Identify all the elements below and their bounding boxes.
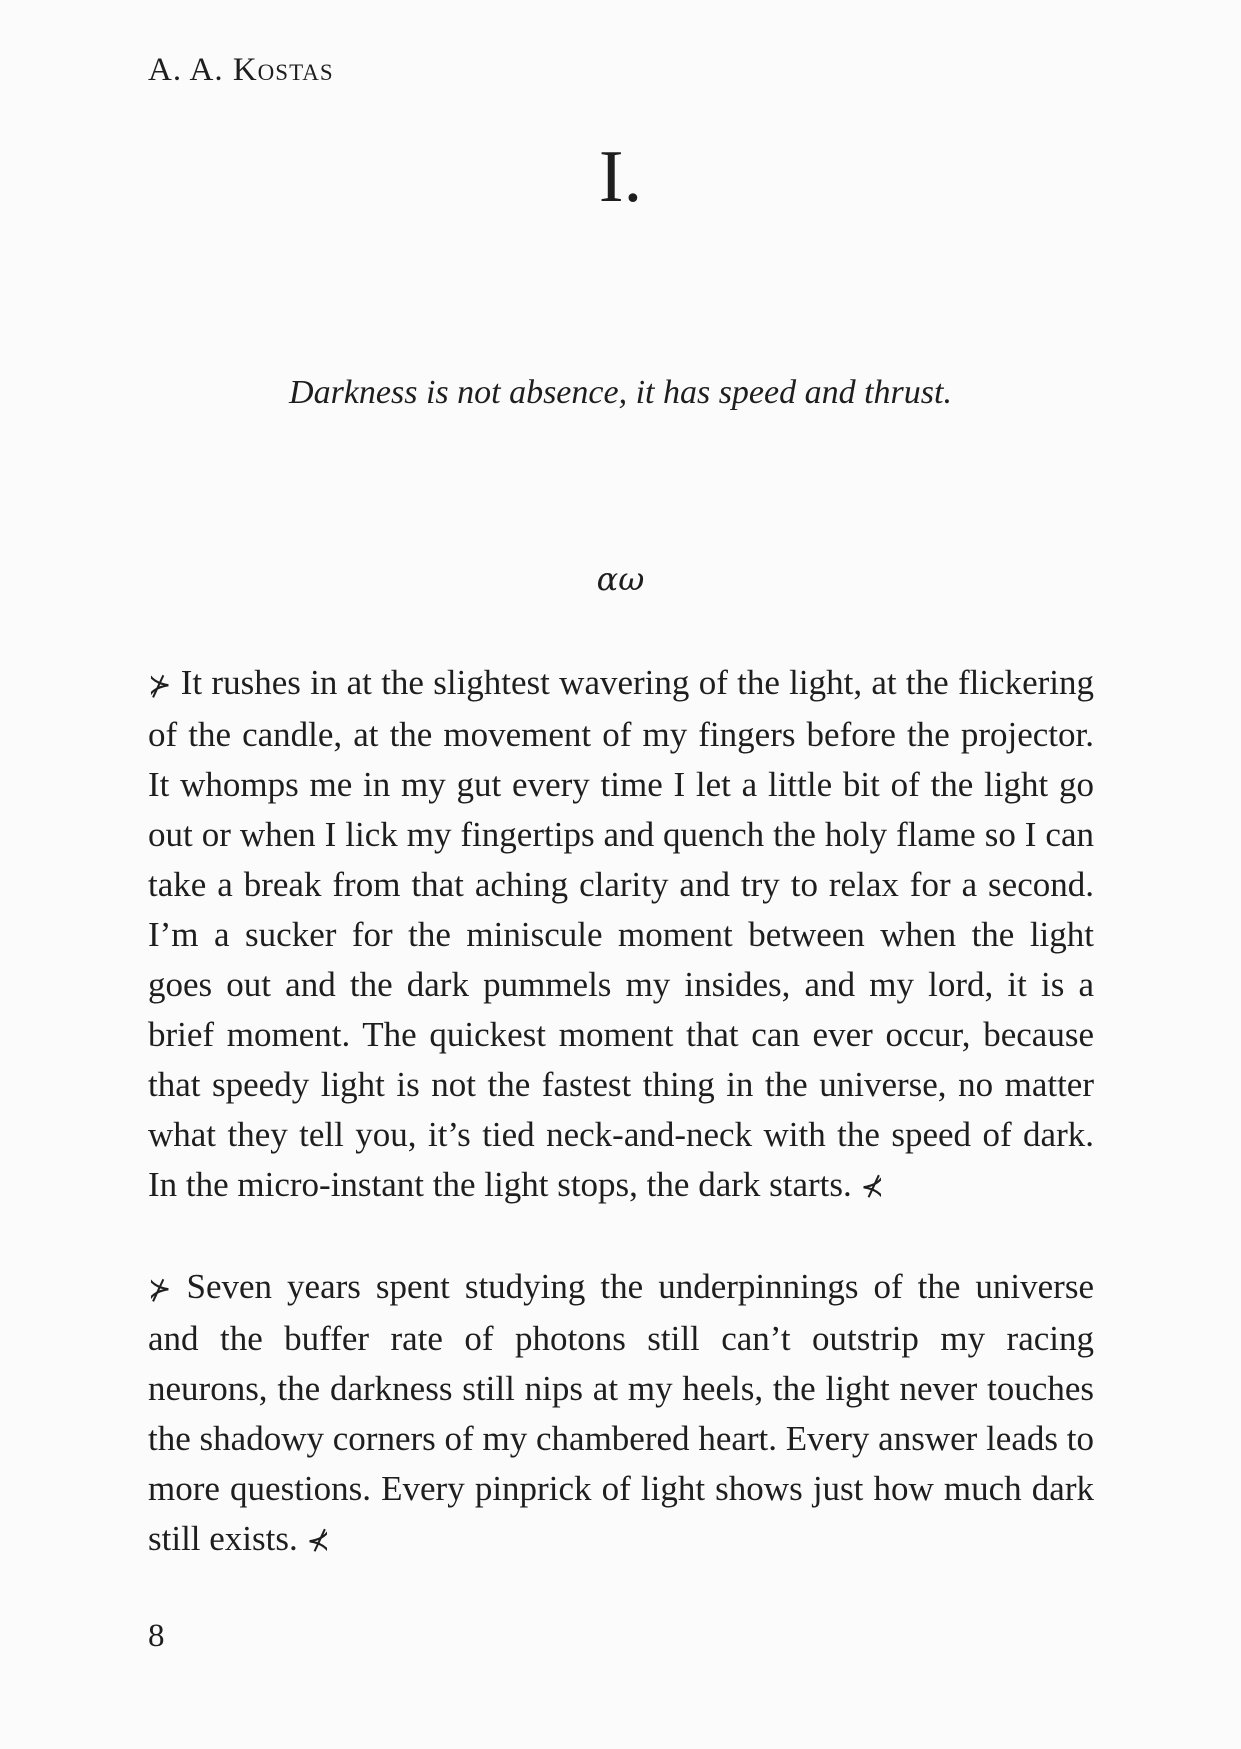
author-name: A. A. Kostas <box>148 52 334 88</box>
page-number: 8 <box>148 1618 165 1654</box>
epigraph: Darkness is not absence, it has speed and thrust. <box>289 374 952 411</box>
paragraph-open-mark: ⊁ <box>148 1272 172 1305</box>
chapter-title: I. <box>598 136 643 218</box>
paragraph-text: It rushes in at the slightest wavering of the light, at the flickering of the candle, at the movement of my fingers before the projector. It whomps me in my gut every time I let a little bit of the light go out or when I lick my fingertips and quench the holy flame so I can take a break from that aching clarity and try to relax for a second. I’m a sucker for the miniscule moment between when the light goes out and the dark pummels my insides, and my lord, it is a brief moment. The quickest moment that can ever occur, because that speedy light is not the fastest thing in the universe, no matter what they tell you, it’s tied neck-and-neck with the speed of dark. In the micro-instant the light stops, the dark starts. <box>148 663 1095 1204</box>
body-text <box>148 658 1094 1616</box>
paragraph-text: Seven years spent studying the underpinnings of the universe and the buffer rate of photons still can’t outstrip my racing neurons, the darkness still nips at my heels, the light never touches the shadowy corners of my chambered heart. Every answer leads to more questions. Every pinprick of light shows just how much dark still exists. <box>148 1267 1094 1558</box>
running-header <box>148 52 334 89</box>
paragraph-close-mark: ⊀ <box>306 1524 330 1557</box>
paragraph-open-mark: ⊁ <box>148 668 172 701</box>
paragraph-close-mark: ⊀ <box>860 1170 884 1203</box>
paragraph <box>148 658 1094 1212</box>
ornament-glyph: αω <box>596 560 645 598</box>
paragraph <box>148 1262 1094 1566</box>
